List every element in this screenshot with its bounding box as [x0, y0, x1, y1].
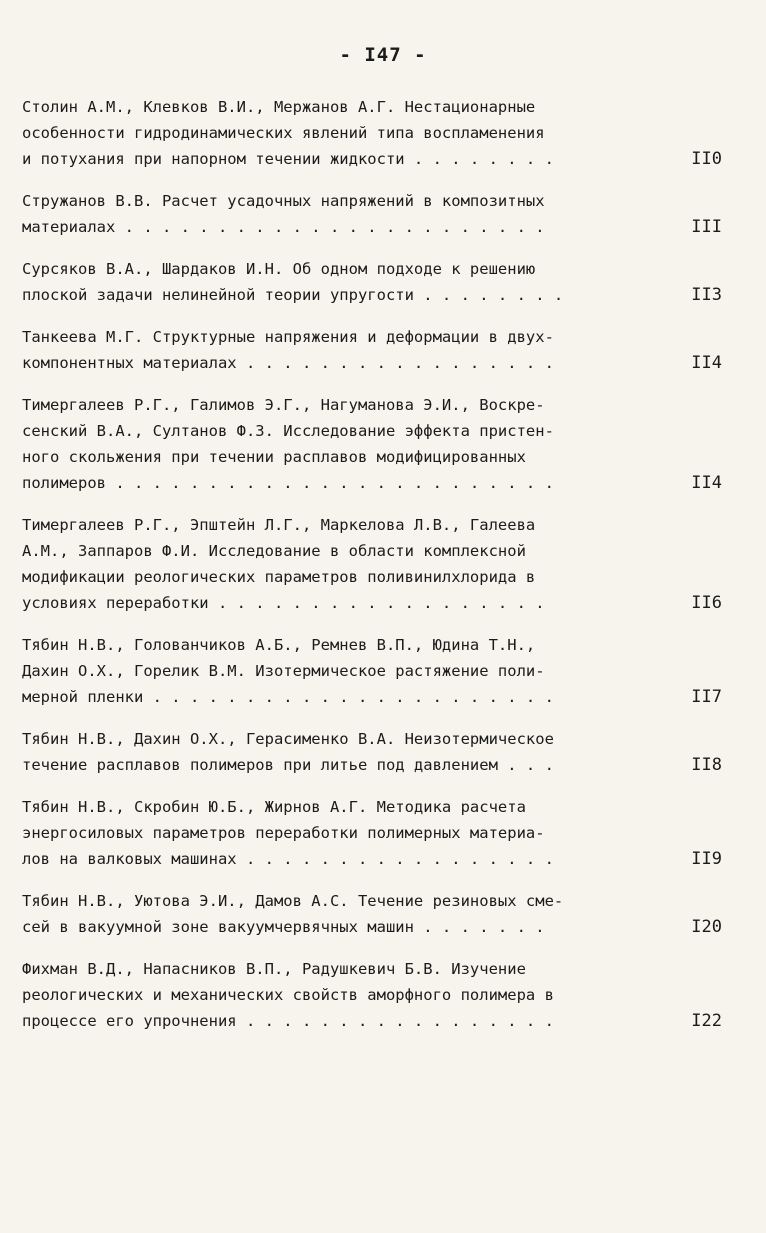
toc-page-ref: III [691, 217, 722, 237]
toc-entry-line: и потухания при напорном течении жидкости . . . . . . . . [22, 150, 554, 168]
toc-page-ref: II0 [691, 149, 722, 169]
toc-entry-line: Тябин Н.В., Дахин О.Х., Герасименко В.А. Неизотермическое [22, 730, 554, 748]
toc-entry-line: А.М., Заппаров Ф.И. Исследование в области комплексной [22, 542, 526, 560]
toc-page-ref: II7 [691, 687, 722, 707]
toc-entry-line: лов на валковых машинах . . . . . . . . . . . . . . . . . [22, 850, 554, 868]
toc-entry [22, 94, 722, 172]
toc-entry [22, 188, 722, 240]
toc-entry-line: Тябин Н.В., Уютова Э.И., Дамов А.С. Течение резиновых сме- [22, 892, 564, 910]
toc-entry-line: плоской задачи нелинейной теории упругости . . . . . . . . [22, 286, 564, 304]
toc-entry [22, 794, 722, 872]
toc-entry-line: особенности гидродинамических явлений типа воспламенения [22, 124, 545, 142]
toc-entry [22, 632, 722, 710]
toc-entry-line: Тябин Н.В., Скробин Ю.Б., Жирнов А.Г. Методика расчета [22, 798, 526, 816]
toc-entry-line: Тябин Н.В., Голованчиков А.Б., Ремнев В.П., Юдина Т.Н., [22, 636, 536, 654]
toc-entry-line: Стружанов В.В. Расчет усадочных напряжений в композитных [22, 192, 545, 210]
toc-entry-line: модификации реологических параметров поливинилхлорида в [22, 568, 536, 586]
toc-entry-line: энергосиловых параметров переработки полимерных материа- [22, 824, 545, 842]
toc-entry-line: Фихман В.Д., Напасников В.П., Радушкевич Б.В. Изучение [22, 960, 526, 978]
toc-page-ref: I22 [691, 1011, 722, 1031]
toc-entry-line: сенский В.А., Султанов Ф.З. Исследование эффекта пристен- [22, 422, 554, 440]
toc-page-ref: II3 [691, 285, 722, 305]
toc-entry [22, 324, 722, 376]
toc-entry-line: Танкеева М.Г. Структурные напряжения и деформации в двух- [22, 328, 554, 346]
toc-entry-line: полимеров . . . . . . . . . . . . . . . . . . . . . . . . [22, 474, 554, 492]
toc-entry [22, 256, 722, 308]
toc-entry-line: Тимергалеев Р.Г., Эпштейн Л.Г., Маркелова Л.В., Галеева [22, 516, 536, 534]
toc-entry-line: компонентных материалах . . . . . . . . . . . . . . . . . [22, 354, 554, 372]
toc-entry-line: течение расплавов полимеров при литье под давлением . . . [22, 756, 554, 774]
toc-entry-line: Сурсяков В.А., Шардаков И.Н. Об одном подходе к решению [22, 260, 536, 278]
toc-entry-line: Тимергалеев Р.Г., Галимов Э.Г., Нагуманова Э.И., Воскре- [22, 396, 545, 414]
toc-entry-line: условиях переработки . . . . . . . . . . . . . . . . . . [22, 594, 545, 612]
toc-entry [22, 956, 722, 1034]
toc-entry-line: сей в вакуумной зоне вакуумчервячных машин . . . . . . . [22, 918, 545, 936]
toc-entry [22, 392, 722, 496]
toc-entry-line: материалах . . . . . . . . . . . . . . . . . . . . . . . [22, 218, 545, 236]
toc-entry [22, 726, 722, 778]
toc-page-ref: II9 [691, 849, 722, 869]
table-of-contents [22, 94, 722, 1050]
toc-page-ref: II4 [691, 473, 722, 493]
toc-entry-line: мерной пленки . . . . . . . . . . . . . . . . . . . . . . [22, 688, 554, 706]
toc-page-ref: II4 [691, 353, 722, 373]
toc-entry [22, 512, 722, 616]
toc-page-ref: II6 [691, 593, 722, 613]
toc-entry-line: процессе его упрочнения . . . . . . . . . . . . . . . . . [22, 1012, 554, 1030]
page-number: - I47 - [339, 44, 427, 66]
toc-page-ref: I20 [691, 917, 722, 937]
toc-page-ref: II8 [691, 755, 722, 775]
toc-entry [22, 888, 722, 940]
toc-entry-line: Дахин О.Х., Горелик В.М. Изотермическое растяжение поли- [22, 662, 545, 680]
toc-entry-line: Столин А.М., Клевков В.И., Мержанов А.Г. Нестационарные [22, 98, 536, 116]
toc-entry-line: реологических и механических свойств аморфного полимера в [22, 986, 554, 1004]
toc-entry-line: ного скольжения при течении расплавов модифицированных [22, 448, 526, 466]
